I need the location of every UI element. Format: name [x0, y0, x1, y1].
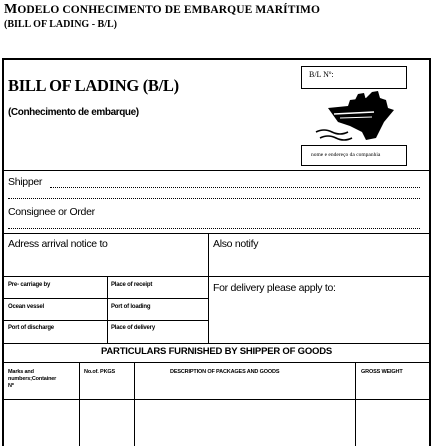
divider-line [2, 276, 431, 277]
packages-column-header: No.of. PKGS [84, 369, 116, 375]
divider-line [2, 362, 431, 363]
marks-column-header [8, 369, 56, 390]
pre-carriage-label: Pre- carriage by [8, 282, 51, 288]
bl-number-label: B/L Nº: [309, 70, 334, 79]
arrival-notice-label: Adress arrival notice to [8, 238, 108, 250]
port-of-discharge-label: Port of discharge [8, 325, 54, 331]
marks-header-line2: numbers;Container [8, 376, 57, 382]
divider-line [2, 399, 431, 400]
shipper-label: Shipper [8, 176, 43, 188]
description-column-header: DESCRIPTION OF PACKAGES AND GOODS [170, 369, 280, 375]
shipper-field-line2[interactable] [8, 198, 420, 199]
company-label: nome e endereço da companhia [311, 152, 381, 158]
divider-line [2, 298, 208, 299]
document-subtitle: (BILL OF LADING - B/L) [4, 19, 117, 30]
document-title [4, 2, 320, 18]
marks-header-line3: Nº [8, 383, 14, 389]
consignee-label: Consignee or Order [8, 206, 95, 218]
divider-line [79, 362, 80, 446]
particulars-heading: PARTICULARS FURNISHED BY SHIPPER OF GOODS [100, 346, 333, 357]
divider-line [355, 362, 356, 446]
document-title-rest: ODELO CONHECIMENTO DE EMBARQUE MARÍTIMO [17, 4, 321, 16]
place-of-receipt-label: Place of receipt [111, 282, 153, 288]
consignee-field[interactable] [8, 228, 420, 229]
divider-line [107, 276, 108, 343]
port-of-loading-label: Port of loading [111, 304, 151, 310]
marks-header-line1: Marks and [8, 369, 34, 375]
bl-subtitle: (Conhecimento de embarque) [8, 107, 139, 118]
bl-title: BILL OF LADING (B/L) [8, 76, 179, 95]
gross-weight-column-header: GROSS WEIGHT [361, 369, 403, 375]
delivery-apply-label: For delivery please apply to: [213, 282, 336, 294]
also-notify-label: Also notify [213, 238, 259, 250]
ocean-vessel-label: Ocean vessel [8, 304, 44, 310]
document-title-initial: M [4, 2, 18, 17]
divider-line [134, 362, 135, 446]
place-of-delivery-label: Place of delivery [111, 325, 155, 331]
divider-line [208, 233, 209, 343]
divider-line [2, 343, 431, 344]
divider-line [2, 320, 208, 321]
ship-icon [314, 88, 396, 142]
divider-line [2, 233, 431, 234]
shipper-field[interactable] [50, 187, 420, 188]
divider-line [2, 170, 431, 171]
